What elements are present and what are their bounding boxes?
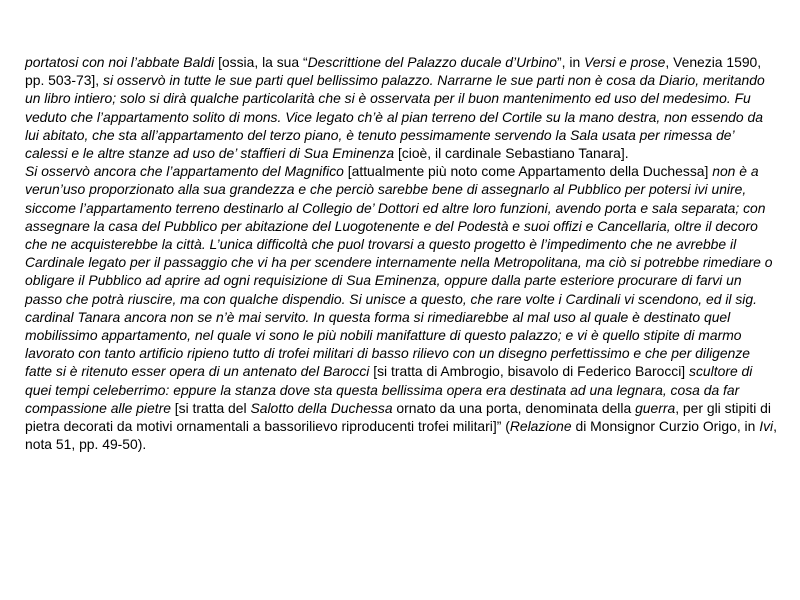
text-run: non è a verun’uso proporzionato alla sua grandezza e che perciò sarebbe bene di assegnarlo al Pubblico per potersi ivi unire, siccome l’appartamento terreno destinarlo al Collegio de’ Dottori ed altre loro funzioni, avendo porta e sala separata; con assegnare la casa del Pubblico per abitazione del Luogotenente e del Podestà e suoi offizi e Cancellaria, oltre il decoro che ne acquisterebbe la città. L’unica difficoltà che puol trovarsi a questo progetto è l’impedimento che ne avrebbe il Cardinale legato per il passaggio che vi ha per scendere internamente nella Metropolitana, ma ciò si potrebbe rimediare o obligare il Pubblico ad aprire ad ogni requisizione di Sua Eminenza, oppure dalla parte esteriore procurare di farvi un passo che potrà riuscire, ma con qualche dispendio. Si unisce a questo, che rare volte i Cardinali vi scendono, ed il sig. cardinal Tanara ancora non se n’è mai servito. In questa forma si rimediarebbe al mal uso al quale è destinato quel mobilissimo appartamento, nel quale vi sono le più nobili manifatture di questo palazzo; e vi è quello stipite di marmo lavorato con tanto artificio ripieno tutto di trofei militari di basso rilievo con un disegno perfettissimo e che per diligenze fatte si è ritenuto esser opera di un antenato del Barocci: [25, 163, 773, 380]
text-run: [attualmente più noto come Appartamento della Duchessa]: [347, 163, 713, 180]
text-run: , nota 51, pp. 49-50).: [25, 418, 777, 453]
text-run: Descrittione del Palazzo ducale d’Urbino: [307, 54, 558, 70]
text-run: Ivi: [759, 418, 774, 435]
text-block: [25, 53, 777, 453]
text-run: scultore di quei tempi celeberrimo: eppure la stanza dove sta questa bellissima opera era destinata ad una legnara, cosa da far compassione alle pietre: [25, 363, 753, 416]
text-run: [ossia, la sua “: [218, 54, 308, 70]
text-run: , per gli stipiti di pietra decorati da motivi ornamentali a bassorilievo riproducenti trofei militari]” (: [25, 399, 771, 435]
text-run: portatosi con noi l’abbate Baldi: [25, 54, 219, 70]
text-run: Versi e prose: [584, 54, 666, 70]
text-run: guerra: [635, 399, 676, 416]
text-run: ”, in: [557, 54, 585, 70]
text-run: Salotto della Duchessa: [250, 399, 393, 416]
text-run: [cioè, il cardinale Sebastiano Tanara].: [397, 145, 629, 162]
text-run: di Monsignor Curzio Origo, in: [571, 418, 760, 435]
text-run: [si tratta di Ambrogio, bisavolo di Federico Barocci]: [373, 363, 690, 380]
text-run: Relazione: [509, 418, 572, 435]
text-run: Si osservò ancora che l’appartamento del Magnifico: [25, 163, 348, 180]
text-run: , Venezia 1590, pp. 503-73],: [25, 54, 762, 89]
paragraph-2: [25, 162, 777, 453]
text-run: ornato da una porta, denominata della: [392, 399, 636, 416]
paragraph-1: [25, 53, 777, 162]
text-run: si osservò in tutte le sue parti quel bellissimo palazzo. Narrarne le sue parti non è cosa da Diario, meritando un libro intiero; solo si dirà qualche particolarità che si è osservata per il buon mantenimento ed uso del medesimo. Fu veduto che l’appartamento solito di mons. Vice legato ch’è al pian terreno del Cortile su la mano destra, non essendo da lui abitato, che sta all’appartamento del terzo piano, è tenuto pessimamente servendo la Sala usata per rimessa de’ calessi e le altre stanze ad uso de’ staffieri di Sua Eminenza: [25, 72, 765, 162]
text-run: [si tratta del: [174, 399, 251, 416]
